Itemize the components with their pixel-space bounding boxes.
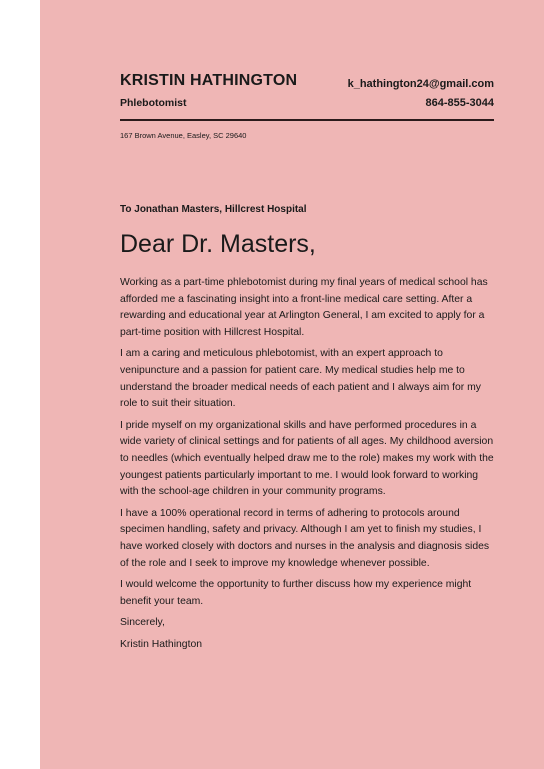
body-paragraph-3: I pride myself on my organizational skills and have performed procedures in a wide variety of clinical settings and for patients of all ages. My childhood aversion to needles (which eventually helped draw me to the role) makes my work with the youngest patients particularly important to me. I would look forward to working with the school-age children in your community programs. <box>120 419 494 498</box>
applicant-phone: 864-855-3044 <box>425 97 494 109</box>
applicant-email: k_hathington24@gmail.com <box>347 78 494 90</box>
applicant-job-title: Phlebotomist <box>120 97 187 109</box>
letter-recipient: To Jonathan Masters, Hillcrest Hospital <box>120 204 307 215</box>
letter-page <box>40 0 544 769</box>
header-divider <box>120 119 494 121</box>
letter-closing: Sincerely, <box>120 617 165 629</box>
letter-salutation: Dear Dr. Masters, <box>120 230 316 258</box>
applicant-address: 167 Brown Avenue, Easley, SC 29640 <box>120 131 247 140</box>
body-paragraph-5: I would welcome the opportunity to further discuss how my experience might benefit your team. <box>120 579 472 607</box>
letter-body <box>120 275 498 658</box>
body-paragraph-2: I am a caring and meticulous phlebotomist, with an expert approach to venipuncture and a passion for patient care. My medical studies help me to understand the broader medical needs of each patient and I always aim for my role to suit their situation. <box>120 348 481 410</box>
body-paragraph-4: I have a 100% operational record in terms of adhering to protocols around specimen handling, safety and privacy. Although I am yet to finish my studies, I have worked closely with doctors and nurses in the analysis and diagnosis sides of the role and I seek to improve my knowledge whenever possible. <box>120 507 490 569</box>
applicant-name: KRISTIN HATHINGTON <box>120 72 298 89</box>
body-paragraph-1: Working as a part-time phlebotomist during my final years of medical school has afforded me a fascinating insight into a front-line medical care setting. After a rewarding and educational year at Arlington General, I am excited to apply for a part-time position with Hillcrest Hospital. <box>120 277 488 338</box>
letter-signature: Kristin Hathington <box>120 638 203 650</box>
